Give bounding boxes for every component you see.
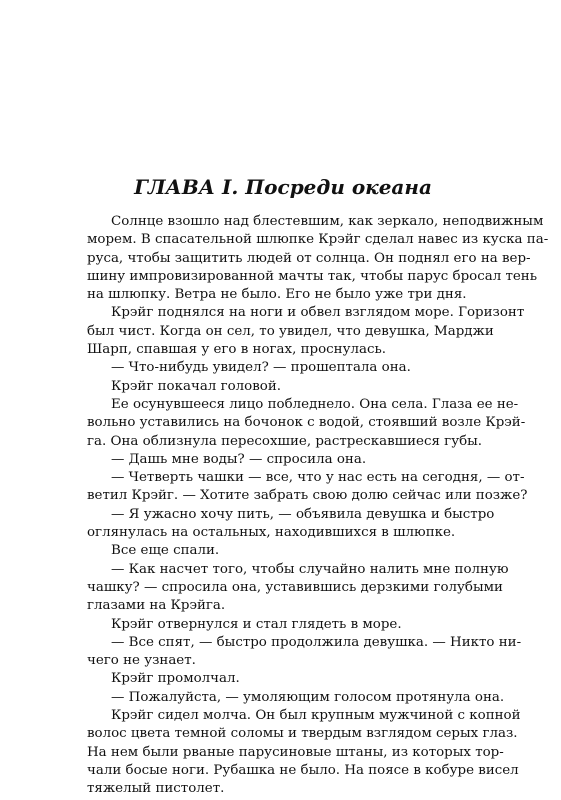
text-line: тяжелый пистолет. [87, 781, 225, 797]
text-line: — Дашь мне воды? — спросила она. [111, 451, 367, 467]
text-line: Крэйг отвернулся и стал глядеть в море. [111, 616, 402, 632]
book-page [87, 0, 549, 800]
text-line: — Что-нибудь увидел? — прошептала она. [111, 360, 411, 376]
paragraph [87, 469, 528, 506]
text-line: морем. В спасательной шлюпке Крэйг сделал навес из куска па- [87, 232, 549, 248]
text-line: Все еще спали. [111, 543, 220, 559]
text-line: — Как насчет того, чтобы случайно налить мне полную [111, 561, 509, 577]
text-line: — Я ужасно хочу пить, — объявила девушка и быстро [111, 506, 495, 522]
text-line: Ее осунувшееся лицо побледнело. Она села. Глаза ее не- [111, 396, 519, 412]
text-line: Солнце взошло над блестевшим, как зеркало, неподвижным [111, 214, 544, 229]
paragraph [87, 634, 522, 671]
text-line: чашку? — спросила она, уставившись дерзкими голубыми [87, 579, 503, 595]
paragraph [87, 707, 521, 798]
text-line: вольно уставились на бочонок с водой, стоявший возле Крэй- [87, 415, 526, 431]
chapter-body-text [87, 213, 549, 799]
text-line: ветил Крэйг. — Хотите забрать свою долю сейчас или позже? [87, 488, 528, 504]
paragraph [87, 561, 509, 616]
text-line: чали босые ноги. Рубашка не было. На поясе в кобуре висел [87, 762, 519, 778]
paragraph [87, 689, 505, 707]
text-line: Крэйг покачал головой. [111, 378, 281, 394]
text-line: был чист. Когда он сел, то увидел, что девушка, Марджи [87, 323, 494, 339]
text-line: на шлюпку. Ветра не было. Его не было уже три дня. [87, 287, 467, 303]
paragraph [87, 670, 479, 688]
paragraph [87, 304, 525, 359]
text-line: глазами на Крэйга. [87, 598, 226, 614]
text-line: волос цвета темной соломы и твердым взглядом серых глаз. [87, 726, 518, 742]
paragraph [87, 378, 479, 396]
text-line: Шарп, спавшая у его в ногах, проснулась. [87, 342, 386, 358]
text-line: — Четверть чашки — все, что у нас есть на сегодня, — от- [111, 470, 525, 486]
text-line: га. Она облизнула пересохшие, растрескавшиеся губы. [87, 433, 483, 449]
text-line: руса, чтобы защитить людей от солнца. Он поднял его на вер- [87, 250, 531, 266]
text-line: На нем были рваные парусиновые штаны, из которых тор- [87, 744, 504, 760]
paragraph [87, 542, 479, 560]
text-line: — Пожалуйста, — умоляющим голосом протянула она. [111, 689, 505, 705]
text-line: чего не узнает. [87, 653, 196, 669]
text-line: Крэйг промолчал. [111, 671, 240, 687]
paragraph [87, 506, 495, 543]
paragraph [87, 396, 526, 451]
paragraph [87, 616, 479, 634]
text-line: шину импровизированной мачты так, чтобы парус бросал тень [87, 268, 538, 284]
text-line: Крэйг поднялся на ноги и обвел взглядом море. Горизонт [111, 305, 525, 321]
text-line: Крэйг сидел молча. Он был крупным мужчиной с копной [111, 708, 521, 724]
text-line: — Все спят, — быстро продолжила девушка. — Никто ни- [111, 634, 522, 650]
paragraph [87, 213, 549, 304]
text-line: оглянулась на остальных, находившихся в шлюпке. [87, 525, 456, 541]
chapter-title: ГЛАВА I. Посреди океана [134, 175, 432, 199]
paragraph [87, 451, 479, 469]
paragraph [87, 359, 479, 377]
